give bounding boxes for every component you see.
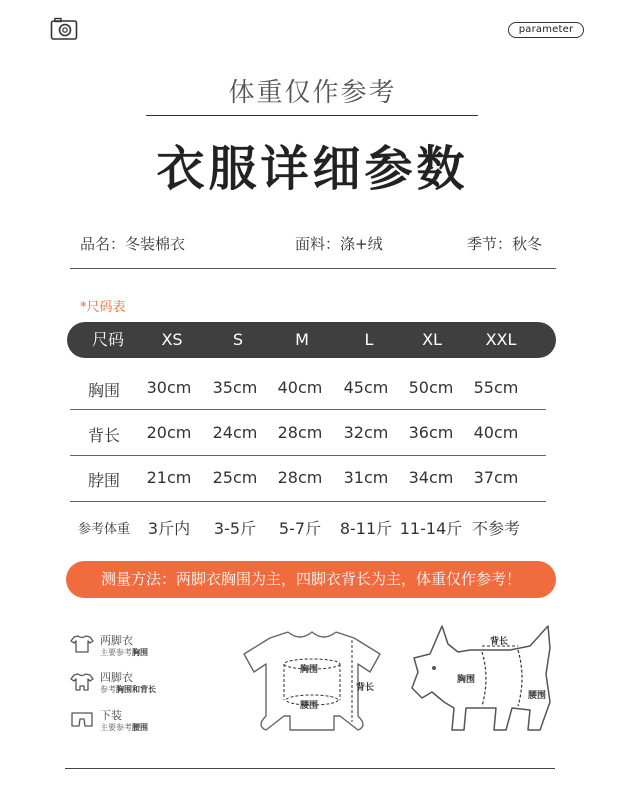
legend-sub: 主要参考胸围 — [100, 648, 148, 657]
header-cell-size: 尺码 — [91, 330, 125, 349]
dog-chest-label: 胸围 — [457, 675, 476, 685]
size-table-label: *尺码表 — [80, 300, 126, 315]
table-cell: 55cm — [473, 378, 519, 397]
dog-measurement-illustration — [400, 618, 565, 743]
table-cell: 35cm — [212, 378, 258, 397]
table-cell: 8-11斤 — [339, 519, 393, 538]
dog-outline-icon — [400, 618, 565, 743]
shirt-measurement-illustration — [236, 618, 386, 738]
pants-icon — [70, 709, 94, 729]
legend-title: 下装 — [100, 709, 122, 722]
shirt-chest-label: 胸围 — [300, 665, 319, 675]
row-label: 胸围 — [87, 381, 121, 400]
table-cell: 5-7斤 — [278, 519, 322, 538]
table-cell: 不参考 — [471, 519, 521, 538]
table-cell: 28cm — [277, 423, 323, 442]
header-cell-xs: XS — [161, 330, 183, 349]
camera-icon — [50, 17, 78, 41]
row-label: 背长 — [87, 426, 121, 445]
dog-back-label: 背长 — [490, 637, 509, 647]
table-cell: 3-5斤 — [213, 519, 257, 538]
header-cell-xxl: XXL — [485, 330, 517, 349]
row-divider — [70, 409, 546, 410]
product-fabric: 面料：涤+绒 — [295, 235, 383, 253]
title-divider — [146, 115, 478, 116]
table-cell: 25cm — [212, 468, 258, 487]
row-label: 脖围 — [87, 471, 121, 490]
header-cell-m: M — [295, 330, 309, 349]
header-cell-l: L — [364, 330, 374, 349]
table-cell: 21cm — [146, 468, 192, 487]
parameter-badge: parameter — [508, 22, 584, 38]
shirt-waist-label: 腰围 — [300, 701, 319, 711]
table-cell: 3斤内 — [147, 519, 191, 538]
measurement-banner: 测量方法：两脚衣胸围为主，四脚衣背长为主，体重仅作参考！ — [66, 561, 556, 598]
header-cell-s: S — [232, 330, 244, 349]
product-name: 品名：冬装棉衣 — [80, 235, 186, 253]
four-leg-shirt-icon — [70, 672, 94, 692]
size-table-header — [67, 322, 556, 358]
table-cell: 24cm — [212, 423, 258, 442]
header-cell-xl: XL — [422, 330, 442, 349]
info-divider — [70, 268, 556, 269]
table-cell: 37cm — [473, 468, 519, 487]
legend-title: 两脚衣 — [100, 634, 133, 647]
shirt-back-label: 背长 — [356, 683, 375, 693]
table-cell: 40cm — [277, 378, 323, 397]
legend-title: 四脚衣 — [100, 671, 133, 684]
table-cell: 45cm — [343, 378, 389, 397]
two-leg-shirt-icon — [70, 634, 94, 654]
subtitle: 体重仅作参考 — [228, 78, 397, 108]
table-cell: 11-14斤 — [399, 519, 463, 538]
row-divider — [70, 501, 546, 502]
legend-sub: 参考胸围和背长 — [100, 685, 156, 694]
table-cell: 31cm — [343, 468, 389, 487]
product-season: 季节：秋冬 — [467, 235, 543, 253]
table-cell: 30cm — [146, 378, 192, 397]
row-divider — [70, 455, 546, 456]
dog-waist-label: 腰围 — [528, 691, 547, 701]
table-cell: 20cm — [146, 423, 192, 442]
bottom-divider — [65, 768, 555, 769]
table-cell: 40cm — [473, 423, 519, 442]
table-cell: 34cm — [408, 468, 454, 487]
table-cell: 36cm — [408, 423, 454, 442]
table-cell: 50cm — [408, 378, 454, 397]
shirt-outline-icon — [236, 618, 386, 738]
legend-sub: 主要参考腰围 — [100, 723, 148, 732]
page-title: 衣服详细参数 — [156, 141, 469, 197]
table-cell: 28cm — [277, 468, 323, 487]
row-label: 参考体重 — [77, 522, 131, 537]
table-cell: 32cm — [343, 423, 389, 442]
